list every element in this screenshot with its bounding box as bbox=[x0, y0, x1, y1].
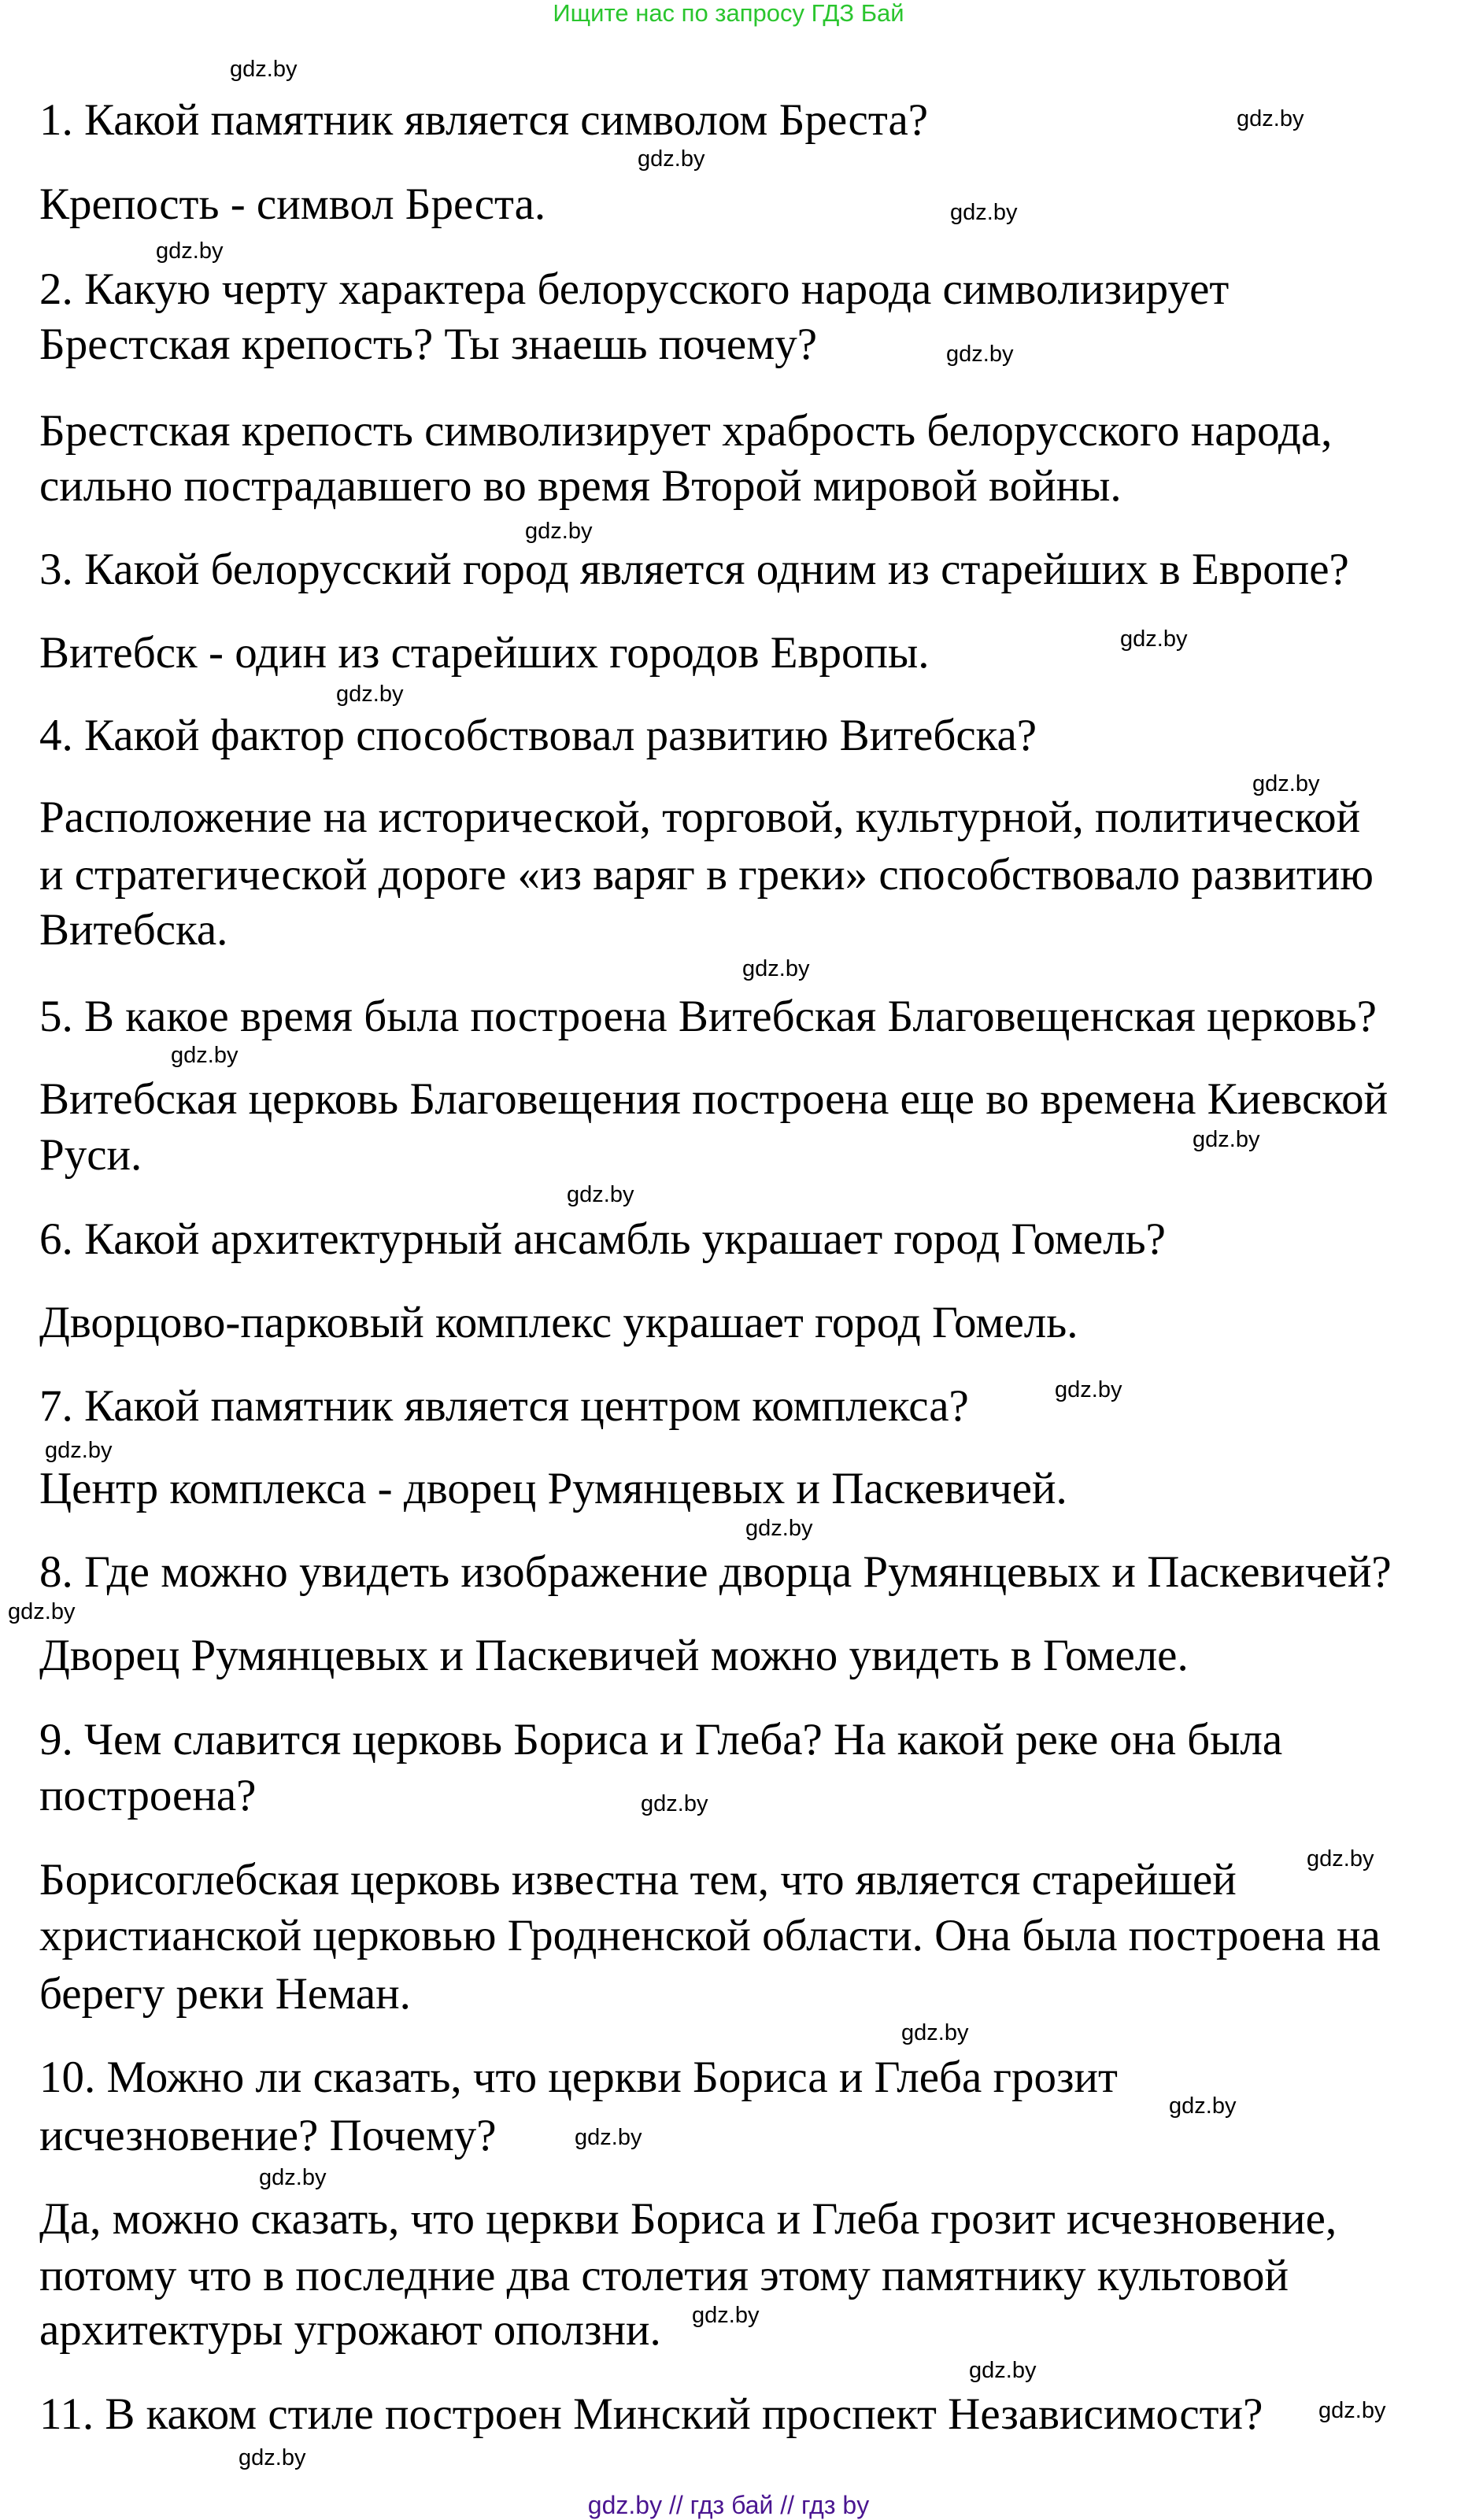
header-banner: Ищите нас по запросу ГДЗ Бай bbox=[553, 0, 904, 27]
text-line: исчезновение? Почему? bbox=[39, 2111, 497, 2160]
watermark: gdz.by bbox=[641, 1791, 708, 1816]
text-line: Дворец Румянцевых и Паскевичей можно увидеть в Гомеле. bbox=[39, 1631, 1189, 1680]
question-line: 1. Какой памятник является символом Бреста? bbox=[39, 95, 929, 145]
text-line: и стратегической дороге «из варяг в греки» способствовало развитию bbox=[39, 850, 1374, 900]
watermark: gdz.by bbox=[8, 1599, 76, 1624]
watermark: gdz.by bbox=[1252, 771, 1320, 796]
watermark: gdz.by bbox=[1318, 2398, 1386, 2423]
question-line: 2. Какую черту характера белорусского народа символизирует bbox=[39, 264, 1230, 314]
watermark: gdz.by bbox=[259, 2165, 327, 2190]
watermark: gdz.by bbox=[1169, 2093, 1237, 2119]
watermark: gdz.by bbox=[156, 238, 224, 264]
watermark: gdz.by bbox=[1307, 1846, 1374, 1872]
question-line: 5. В какое время была построена Витебская Благовещенская церковь? bbox=[39, 992, 1377, 1041]
question-line: 3. Какой белорусский город является одним из старейших в Европе? bbox=[39, 545, 1349, 594]
text-line: Дворцово-парковый комплекс украшает город Гомель. bbox=[39, 1298, 1078, 1347]
watermark: gdz.by bbox=[1055, 1377, 1122, 1402]
watermark: gdz.by bbox=[230, 57, 298, 82]
watermark: gdz.by bbox=[1120, 626, 1188, 652]
text-line: берегу реки Неман. bbox=[39, 1969, 411, 2019]
watermark: gdz.by bbox=[525, 519, 593, 544]
watermark: gdz.by bbox=[692, 2303, 760, 2328]
watermark: gdz.by bbox=[239, 2445, 306, 2470]
text-line: Витебск - один из старейших городов Европы. bbox=[39, 628, 930, 678]
watermark: gdz.by bbox=[336, 682, 404, 707]
watermark: gdz.by bbox=[638, 146, 705, 172]
watermark: gdz.by bbox=[969, 2358, 1037, 2383]
question-line: 10. Можно ли сказать, что церкви Бориса и Глеба грозит bbox=[39, 2053, 1118, 2102]
question-line: 11. В каком стиле построен Минский проспект Независимости? bbox=[39, 2389, 1263, 2439]
text-line: Расположение на исторической, торговой, культурной, политической bbox=[39, 793, 1361, 842]
text-line: Центр комплекса - дворец Румянцевых и Паскевичей. bbox=[39, 1464, 1067, 1513]
watermark: gdz.by bbox=[45, 1438, 113, 1463]
watermark: gdz.by bbox=[946, 342, 1014, 367]
question-line: 4. Какой фактор способствовал развитию Витебска? bbox=[39, 711, 1037, 760]
watermark: gdz.by bbox=[901, 2020, 969, 2045]
watermark: gdz.by bbox=[1193, 1127, 1260, 1152]
question-line: 9. Чем славится церковь Бориса и Глеба? На какой реке она была bbox=[39, 1715, 1283, 1764]
text-line: Руси. bbox=[39, 1130, 142, 1180]
text-line: Витебская церковь Благовещения построена еще во времена Киевской bbox=[39, 1074, 1389, 1124]
text-line: Крепость - символ Бреста. bbox=[39, 179, 546, 229]
footer-banner: gdz.by // гдз бай // гдз by bbox=[587, 2491, 870, 2519]
watermark: gdz.by bbox=[742, 956, 810, 981]
watermark: gdz.by bbox=[950, 200, 1018, 225]
question-line: 7. Какой памятник является центром комплекса? bbox=[39, 1381, 969, 1431]
question-line: 6. Какой архитектурный ансамбль украшает город Гомель? bbox=[39, 1214, 1166, 1264]
watermark: gdz.by bbox=[745, 1516, 813, 1541]
text-line: Витебска. bbox=[39, 905, 228, 955]
question-line: 8. Где можно увидеть изображение дворца Румянцевых и Паскевичей? bbox=[39, 1547, 1392, 1597]
text-line: построена? bbox=[39, 1771, 257, 1820]
watermark: gdz.by bbox=[567, 1182, 634, 1207]
text-line: Брестская крепость? Ты знаешь почему? bbox=[39, 320, 818, 369]
watermark: gdz.by bbox=[1237, 106, 1304, 131]
watermark: gdz.by bbox=[171, 1043, 239, 1068]
text-line: сильно пострадавшего во время Второй мировой войны. bbox=[39, 461, 1122, 511]
text-line: архитектуры угрожают оползни. bbox=[39, 2305, 661, 2355]
text-line: Брестская крепость символизирует храбрость белорусского народа, bbox=[39, 406, 1333, 456]
text-line: христианской церковью Гродненской области. Она была построена на bbox=[39, 1911, 1381, 1960]
text-line: потому что в последние два столетия этому памятнику культовой bbox=[39, 2251, 1289, 2300]
watermark: gdz.by bbox=[575, 2125, 642, 2150]
text-line: Да, можно сказать, что церкви Бориса и Глеба грозит исчезновение, bbox=[39, 2194, 1337, 2244]
text-line: Борисоглебская церковь известна тем, что является старейшей bbox=[39, 1855, 1237, 1905]
